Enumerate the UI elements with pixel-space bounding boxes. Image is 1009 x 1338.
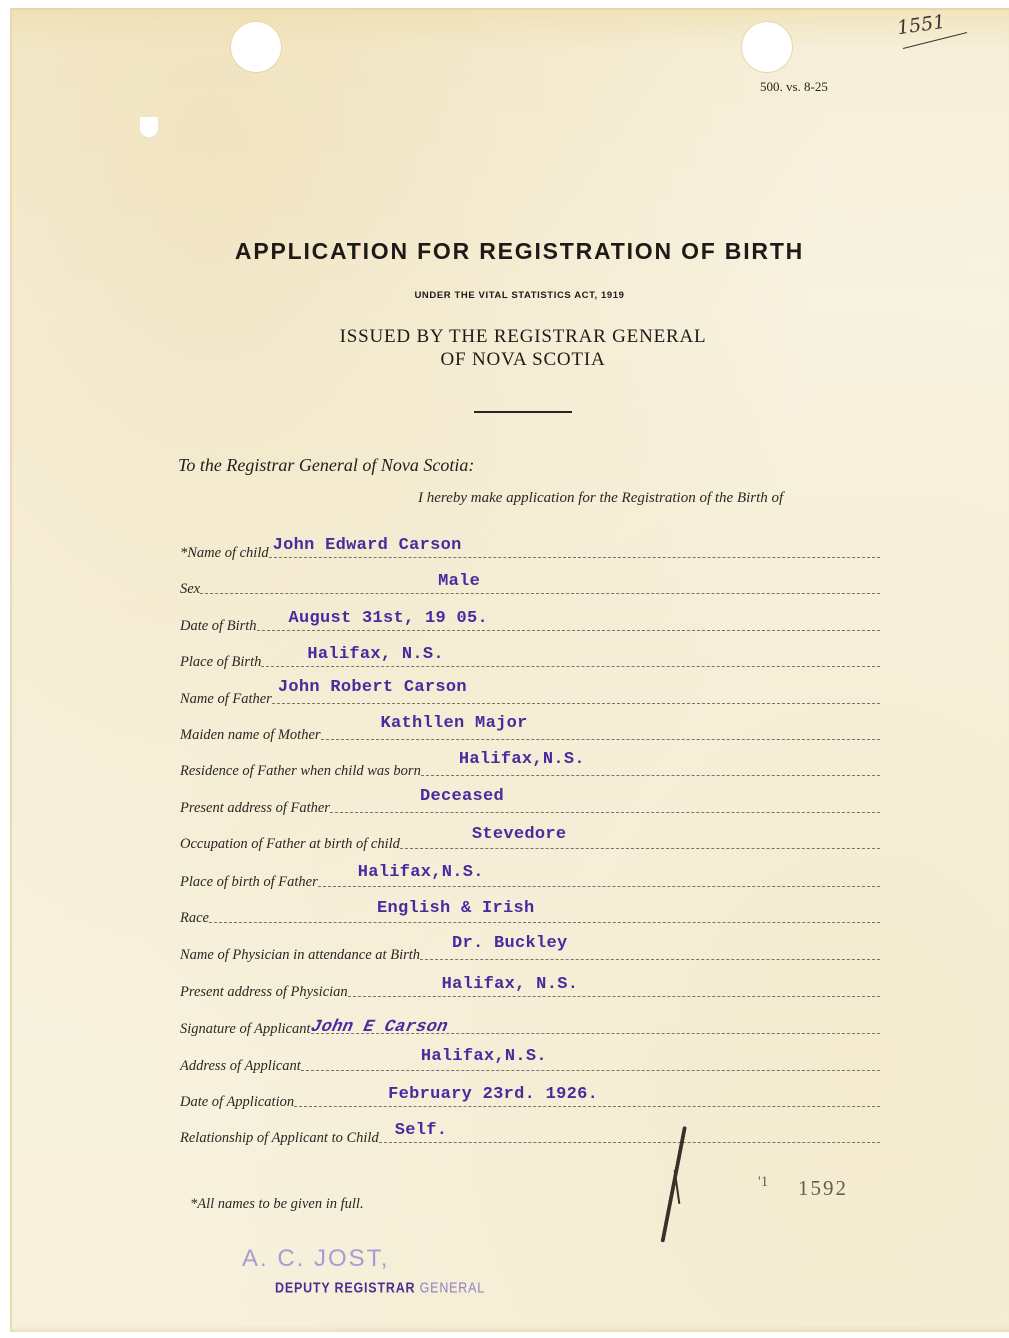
field-value: Deceased [419,787,504,806]
field-value: Halifax,N.S. [420,1047,547,1066]
field-label: Place of Birth [180,654,262,670]
field-name-of-father [180,678,880,709]
paper-tear [140,117,158,137]
field-label: Relationship of Applicant to Child [180,1130,379,1146]
issuer-line-1: ISSUED BY THE REGISTRAR GENERAL [339,326,707,347]
field-label: Residence of Father when child was born [180,763,421,779]
field-address-of-physician [180,976,880,1002]
field-value: Halifax, N.S. [307,645,444,664]
document-title: APPLICATION FOR REGISTRATION OF BIRTH [234,238,805,264]
field-label: Address of Applicant [180,1058,301,1074]
divider-rule [474,411,572,413]
punch-hole [231,22,281,72]
field-place-of-birth-of-father [180,863,880,892]
field-value: Dr. Buckley [452,934,568,953]
field-label: Present address of Father [180,800,330,816]
field-sex [180,573,880,599]
field-label: *Name of child [180,545,269,561]
field-name-of-child [180,537,880,563]
field-value: February 23rd. 1926. [388,1085,599,1104]
field-label: Sex [180,581,201,597]
form-code: 500. vs. 8-25 [760,79,828,94]
registrar-stamp-title [275,1280,485,1296]
field-value: Halifax,N.S. [458,750,585,769]
registrar-stamp-title-bold: DEPUTY REGISTRAR [275,1279,416,1297]
field-label: Race [180,910,209,926]
registration-number-stamp: 1592 [798,1176,848,1200]
field-address-of-applicant [180,1047,880,1076]
field-label: Place of birth of Father [180,874,318,890]
handwritten-number: 1551 [895,10,947,40]
field-label: Date of Application [180,1094,295,1110]
field-label: Name of Father [180,691,272,707]
field-occupation-of-father [180,825,880,854]
field-present-address-of-father [180,787,880,818]
field-label: Present address of Physician [180,984,348,1000]
stamp-tick: '1 [758,1174,769,1190]
field-value: Self. [394,1121,448,1140]
registrar-stamp-title-faded: GENERAL [419,1279,485,1297]
field-name-of-physician [180,934,880,965]
field-relationship-to-child [180,1122,880,1148]
punch-hole [742,22,792,72]
act-subtitle: UNDER THE VITAL STATISTICS ACT, 1919 [414,290,625,301]
field-place-of-birth [180,646,880,672]
field-label: Name of Physician in attendance at Birth [180,947,421,963]
field-label: Maiden name of Mother [180,727,321,743]
field-label: Signature of Applicant [180,1021,311,1037]
intro-statement: I hereby make application for the Registration of the Birth of [418,490,784,506]
field-value: August 31st, 19 05. [288,609,489,628]
field-value: Halifax,N.S. [357,863,484,882]
field-value: English & Irish [376,899,535,918]
field-value: Halifax, N.S. [441,975,579,994]
field-value: Kathllen Major [380,714,528,733]
applicant-signature: John E Carson [308,1018,450,1037]
addressee: To the Registrar General of Nova Scotia: [178,455,475,475]
field-label: Date of Birth [180,618,257,634]
registrar-stamp-name: A. C. JOST, [242,1245,390,1272]
field-residence-of-father [180,750,880,781]
field-race [180,899,880,928]
field-date-of-birth [180,610,880,636]
footnote: *All names to be given in full. [190,1196,364,1212]
issuer-line-2: OF NOVA SCOTIA [440,349,606,370]
field-signature-of-applicant [180,1013,880,1039]
field-value: Male [438,572,481,591]
issuer-heading [0,325,1009,371]
field-maiden-name-of-mother [180,714,880,745]
field-value: John Edward Carson [272,536,462,555]
field-label: Occupation of Father at birth of child [180,836,400,852]
field-value: John Robert Carson [277,678,467,697]
field-value: Stevedore [471,825,567,844]
field-date-of-application [180,1086,880,1112]
